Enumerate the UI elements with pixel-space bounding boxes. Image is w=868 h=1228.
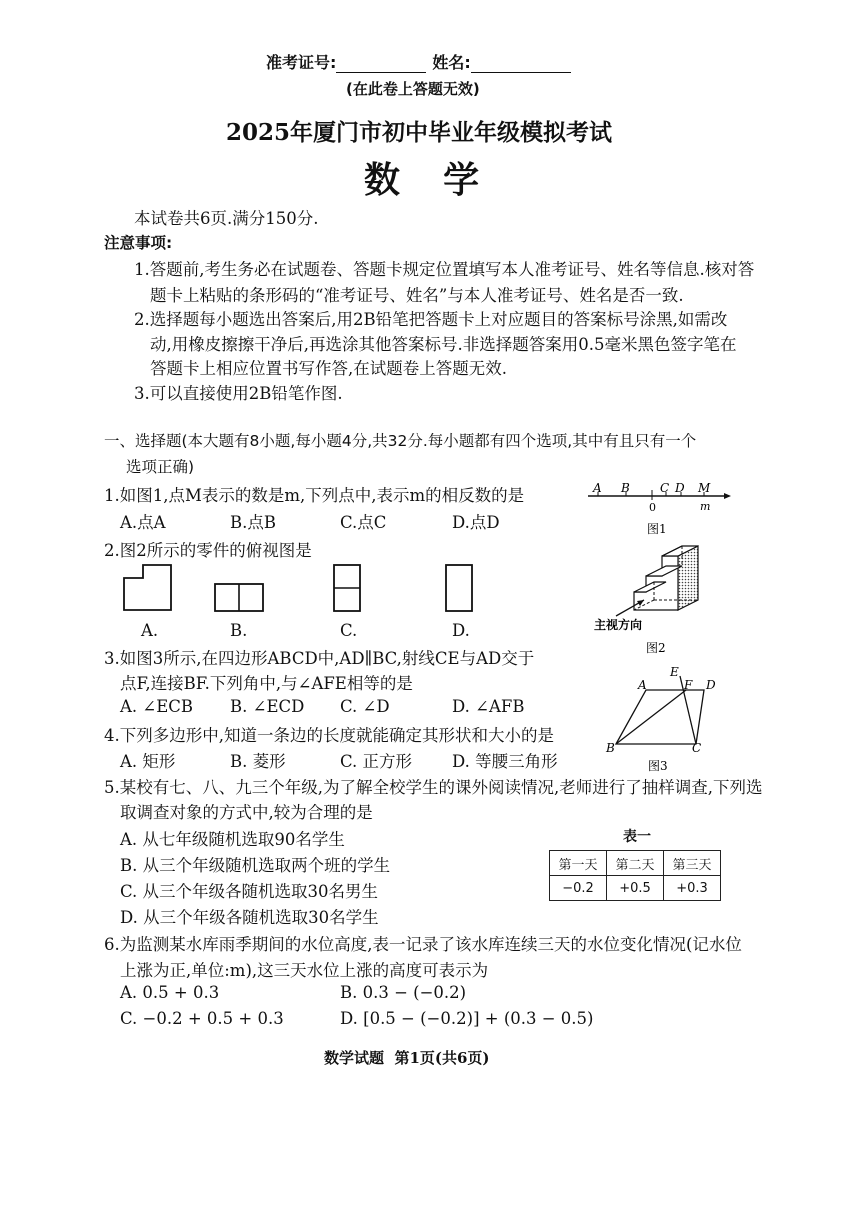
q2-option-d: D.: [452, 621, 470, 640]
candidate-info: [266, 50, 571, 73]
fig3-label-d: D: [706, 678, 716, 692]
fig3-label-b: B: [606, 741, 615, 755]
q2-option-b: B.: [230, 621, 248, 640]
q1-option-d: D.点D: [452, 513, 500, 532]
figure-3-quadrilateral: [600, 664, 724, 772]
table1-value-day2: +0.5: [607, 876, 664, 901]
section1-heading: 一、选择题(本大题有8小题,每小题4分,共32分.每小题都有四个选项,其中有且只有一个: [104, 432, 697, 450]
table1-header-day2: 第二天: [607, 851, 664, 876]
q5-option-b: B. 从三个年级随机选取两个班的学生: [120, 856, 391, 875]
fig1-label-zero: 0: [649, 501, 656, 514]
q5-option-a: A. 从七年级随机选取90名学生: [120, 830, 345, 849]
q6-option-c: C. −0.2 + 0.5 + 0.3: [120, 1009, 284, 1028]
q2-stem: 2.图2所示的零件的俯视图是: [104, 541, 312, 560]
table-row: [550, 876, 721, 901]
q6-option-b: B. 0.3 − (−0.2): [340, 983, 467, 1002]
fig3-label-a: A: [638, 678, 647, 692]
q5-stem-line-1: 5.某校有七、八、九三个年级,为了解全校学生的课外阅读情况,老师进行了抽样调查,下列选: [104, 778, 763, 797]
fig1-label-d: D: [675, 481, 685, 495]
fig2-caption: 图2: [646, 641, 666, 655]
fig1-caption: 图1: [647, 522, 667, 536]
table1-value-day1: −0.2: [550, 876, 607, 901]
fig3-label-c: C: [692, 741, 702, 755]
q1-option-a: A.点A: [120, 513, 166, 532]
q4-option-d: D. 等腰三角形: [452, 752, 558, 771]
note-3: 3.可以直接使用2B铅笔作图.: [134, 384, 343, 403]
q1-stem: 1.如图1,点M表示的数是m,下列点中,表示m的相反数的是: [104, 486, 525, 505]
fig2-view-label: 主视方向: [594, 618, 643, 632]
note-2-line-2: 动,用橡皮擦擦干净后,再选涂其他答案标号.非选择题答案用0.5毫米黑色签字笔在: [150, 335, 737, 354]
exam-id-blank: [336, 54, 426, 73]
subject-title: 数 学: [364, 159, 486, 201]
q4-stem: 4.下列多边形中,知道一条边的长度就能确定其形状和大小的是: [104, 726, 554, 745]
q3-stem-line-1: 3.如图3所示,在四边形ABCD中,AD∥BC,射线CE与AD交于: [104, 649, 535, 668]
fig1-label-m: M: [698, 481, 711, 495]
q4-option-b: B. 菱形: [230, 752, 286, 771]
q2-option-b-view: [214, 583, 264, 613]
q1-option-b: B.点B: [230, 513, 276, 532]
fig1-label-c: C: [660, 481, 670, 495]
q3-stem-line-2: 点F,连接BF.下列角中,与∠AFE相等的是: [120, 674, 413, 693]
figure-2-part: [594, 542, 724, 660]
q2-option-d-view: [445, 564, 473, 612]
note-1-line-2: 题卡上粘贴的条形码的“准考证号、姓名”与本人准考证号、姓名是否一致.: [150, 286, 684, 305]
note-2-line-1: 2.选择题每小题选出答案后,用2B铅笔把答题卡上对应题目的答案标号涂黑,如需改: [134, 310, 728, 329]
q2-option-a-view: [123, 564, 173, 612]
q5-option-c: C. 从三个年级各随机选取30名男生: [120, 882, 379, 901]
q3-option-c: C. ∠D: [340, 697, 390, 716]
table1-caption: 表一: [623, 829, 651, 845]
q6-stem-line-2: 上涨为正,单位:m),这三天水位上涨的高度可表示为: [120, 961, 489, 980]
q1-option-c: C.点C: [340, 513, 387, 532]
fig3-caption: 图3: [648, 759, 668, 772]
table1-value-day3: +0.3: [664, 876, 721, 901]
q3-option-d: D. ∠AFB: [452, 697, 525, 716]
fig3-label-e: E: [670, 665, 679, 679]
q2-option-c-view: [333, 564, 361, 612]
name-label: 姓名:: [432, 53, 471, 72]
table1-header-day1: 第一天: [550, 851, 607, 876]
page-footer: 数学试题 第1页(共6页): [324, 1049, 490, 1067]
q6-stem-line-1: 6.为监测某水库雨季期间的水位高度,表一记录了该水库连续三天的水位变化情况(记水位: [104, 935, 742, 954]
table1-header-day3: 第三天: [664, 851, 721, 876]
note-1-line-1: 1.答题前,考生务必在试题卷、答题卡规定位置填写本人准考证号、姓名等信息.核对答: [134, 260, 755, 279]
fig1-label-a: A: [593, 481, 602, 495]
fig1-label-b: B: [621, 481, 630, 495]
q6-option-d: D. [0.5 − (−0.2)] + (0.3 − 0.5): [340, 1009, 594, 1028]
q2-option-a: A.: [141, 621, 159, 640]
q2-option-c: C.: [340, 621, 358, 640]
note-2-line-3: 答题卡上相应位置书写作答,在试题卷上答题无效.: [150, 359, 507, 378]
q5-stem-line-2: 取调查对象的方式中,较为合理的是: [120, 803, 373, 822]
q4-option-c: C. 正方形: [340, 752, 413, 771]
figure-1-number-line: [584, 478, 734, 538]
q3-option-b: B. ∠ECD: [230, 697, 305, 716]
exam-id-label: 准考证号:: [266, 53, 337, 72]
paper-summary: 本试卷共6页.满分150分.: [134, 209, 319, 228]
table-row: [550, 851, 721, 876]
fig3-label-f: F: [684, 678, 693, 692]
section1-heading-cont: 选项正确): [126, 458, 195, 476]
q4-option-a: A. 矩形: [120, 752, 176, 771]
q6-option-a: A. 0.5 + 0.3: [120, 983, 220, 1002]
fig1-label-m-value: m: [700, 500, 711, 513]
header-notice: (在此卷上答题无效): [346, 80, 480, 98]
exam-title: 2025年厦门市初中毕业年级模拟考试: [226, 119, 613, 146]
table-1: [549, 850, 721, 901]
q5-option-d: D. 从三个年级各随机选取30名学生: [120, 908, 379, 927]
notes-title: 注意事项:: [104, 234, 173, 252]
name-blank: [471, 54, 571, 73]
q3-option-a: A. ∠ECB: [120, 697, 194, 716]
